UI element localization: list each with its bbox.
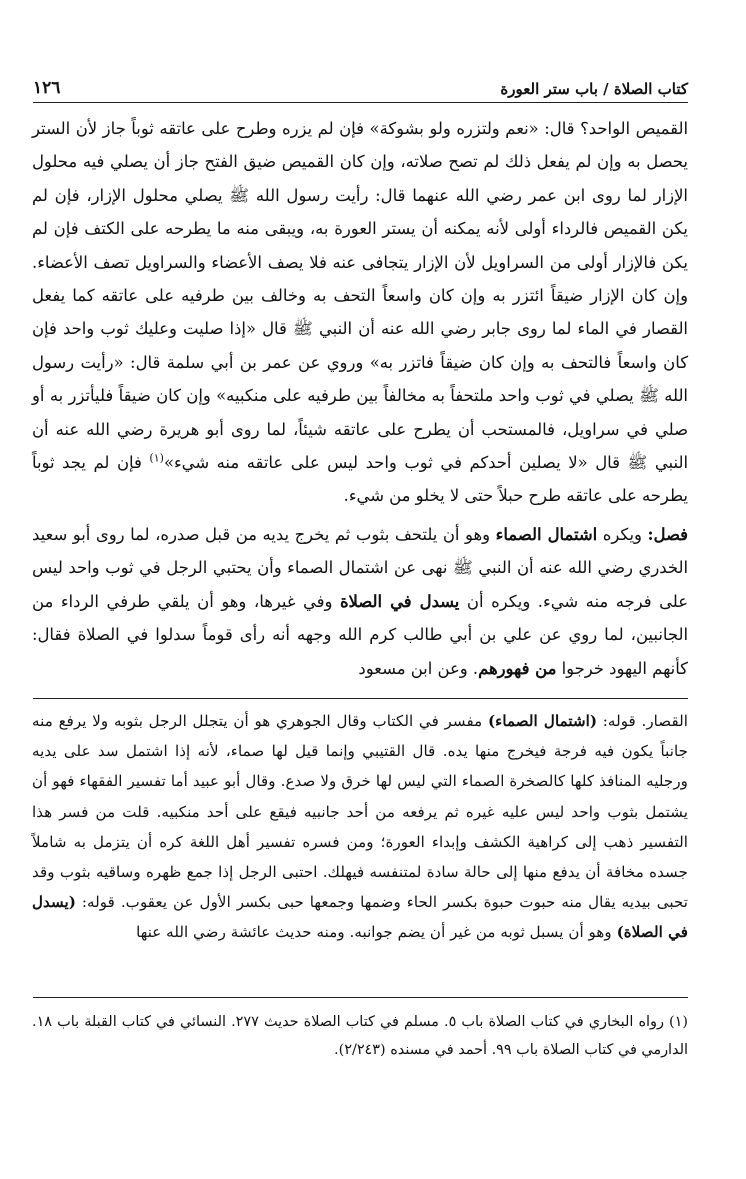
term-highlight: (اشتمال الصماء) <box>488 712 598 730</box>
running-title: كتاب الصلاة / باب ستر العورة <box>500 80 688 98</box>
text-run: ويكره <box>597 524 648 544</box>
footnote-marker: (١) <box>149 451 164 465</box>
term-highlight: (يسدل في الصلاة) <box>32 893 688 942</box>
page-number: ١٢٦ <box>33 78 61 98</box>
notes-paragraph <box>32 706 688 948</box>
footnote: (١) رواه البخاري في كتاب الصلاة باب ٥. مسلم في كتاب الصلاة حديث ٢٧٧. النسائي في كتاب القبلة باب ١٨. الدارمي في كتاب الصلاة باب ٩٩. أحمد في مسنده (٢/٢٤٣). <box>32 1014 689 1058</box>
divider <box>33 698 688 699</box>
footnote-divider <box>33 997 688 998</box>
text-run: وهو أن يسبل ثوبه من غير أن يضم جوانبه. ومنه حديث عائشة رضي الله عنها <box>136 923 617 942</box>
text-run: القصار. قوله: <box>597 712 688 730</box>
text-run: وفي غيرها، وهو أن يلقي طرفي الرداء من الجانبين، لما روي عن علي بن أبي طالب كرم الله وجهه أنه رأى قوماً سدلوا في الصلاة فقال: كأنهم اليهود خرجوا <box>32 591 688 678</box>
section-paragraph <box>32 518 688 685</box>
paragraph-text-end: فإن لم يجد ثوباً يطرحه على عاتقه طرح حبلاً حتى لا يخلو من شيء. <box>32 453 688 506</box>
main-text <box>32 112 688 685</box>
text-run: مفسر في الكتاب وقال الجوهري هو أن يتجلل الرجل بثوبه ولا يرفع منه جانباً يكون فيه فرجة فيخرج منها يده. قال القتيبي وإنما قيل لها صماء، لأنه إذا اشتمل سد على يديه ورجليه المنافذ كلها كالصخرة الصماء التي ليس لها خرق ولا صدع. وقال أبو عبيد أما تفسير الفقهاء فهو أن يشتمل بثوب واحد ليس عليه غيره ثم يرفعه من أحد جانبيه فيقع على أحد منكبيه. قلت من فسر هذا التفسير ذهب إلى كراهية الكشف وإبداء العورة؛ ومن فسره تفسير أهل اللغة كره أن يتزمل به شاملاً جسده مخافة أن يدفع منها إلى حالة سادة لمتنفسه فيهلك. احتبى الرجل إذا جمع ظهره وساقيه بثوب وقد تحبى بيديه يقال منه حبوت حبوة بكسر الحاء وضمها وجمعها حبى بكسر الأول عن يعقوب. قوله: <box>32 712 688 912</box>
commentary-notes <box>32 706 688 948</box>
paragraph <box>32 112 688 513</box>
term-highlight: يسدل في الصلاة <box>339 591 460 611</box>
page-header <box>33 68 688 103</box>
text-run: وهو أن يلتحف بثوب ثم يخرج يديه من قبل صدره، لما روى أبو سعيد الخدري رضي الله عنه أن النبي ﷺ نهى عن اشتمال الصماء وأن يحتبي الرجل في ثوب واحد ليس على فرجه منه شيء. ويكره أن <box>32 524 688 611</box>
paragraph-text: القميص الواحد؟ قال: «نعم ولتزره ولو بشوكة» فإن لم يزره وطرح على عاتقه ثوباً جاز لأن الستر يحصل به وإن لم يفعل ذلك لم تصح صلاته، وإن كان القميص ضيق الفتح جاز أن يصلي فيه محلول الإزار لما روى ابن عمر رضي الله عنهما قال: رأيت رسول الله ﷺ يصلي محلول الإزار، فإن لم يكن القميص فالرداء أولى لأنه يمكنه أن يستر العورة به، ويبقى منه ما يطرحه على الكتف فإن لم يكن فالإزار أولى من السراويل لأن الإزار يتجافى عنه فلا يصف الأعضاء والسراويل تصف الأعضاء. وإن كان الإزار ضيقاً ائتزر به وإن كان واسعاً التحف به وخالف بين طرفيه على عاتقه كما يفعل القصار في الماء لما روى جابر رضي الله عنه أن النبي ﷺ قال «إذا صليت وعليك ثوب واحد فإن كان واسعاً فالتحف به وإن كان ضيقاً فاتزر به» وروي عن عمر بن أبي سلمة قال: «رأيت رسول الله ﷺ يصلي في ثوب واحد ملتحفاً به مخالفاً بين طرفيه على منكبيه» وإن كان ضيقاً فليأتزر به أو صلي في سراويل، فالمستحب أن يطرح على عاتقه شيئاً، لما روى أبو هريرة رضي الله عنه أن النبي ﷺ قال «لا يصلين أحدكم في ثوب واحد ليس على عاتقه منه شيء» <box>32 119 689 473</box>
term-highlight: اشتمال الصماء <box>495 524 598 544</box>
text-run: . وعن ابن مسعود <box>358 658 479 678</box>
footnotes <box>32 1008 688 1064</box>
section-label: فصل: <box>647 524 688 544</box>
term-highlight: من فهورهم <box>478 658 557 678</box>
